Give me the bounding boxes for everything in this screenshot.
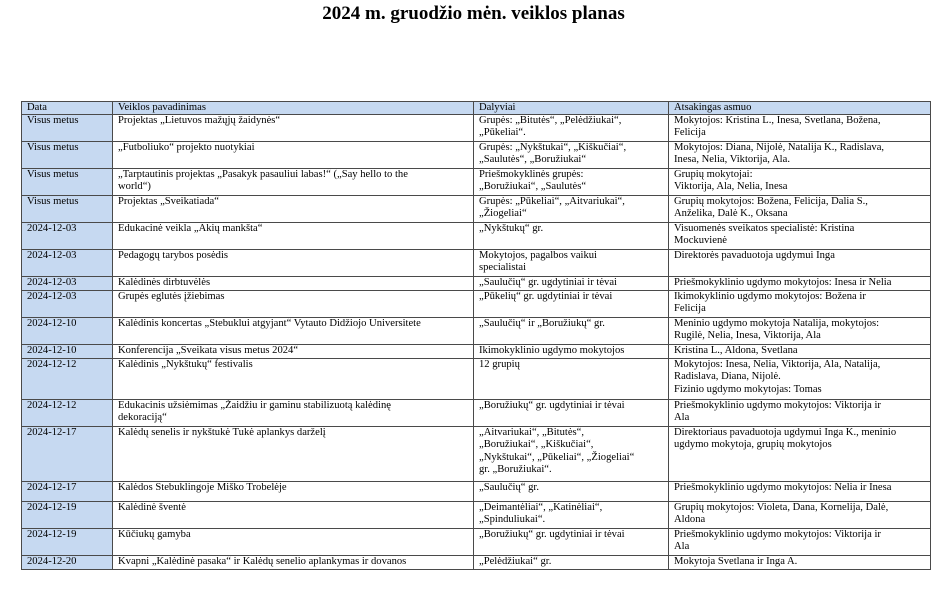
- cell-participants: [474, 529, 669, 556]
- cell-responsible-line: Mokytojos: Kristina L., Inesa, Svetlana, Božena,: [674, 115, 881, 127]
- cell-activity-line: Projektas „Lietuvos mažųjų žaidynės“: [118, 115, 281, 127]
- table-row: [22, 427, 931, 482]
- cell-activity-line: Kalėdinė šventė: [118, 502, 186, 514]
- cell-responsible: [669, 250, 931, 277]
- cell-responsible-line: Grupių mokytojos: Violeta, Dana, Kornelija, Dalė,: [674, 502, 889, 514]
- cell-date: 2024-12-20: [22, 556, 113, 570]
- cell-date: 2024-12-10: [22, 318, 113, 345]
- table-row: [22, 556, 931, 570]
- cell-activity: [113, 250, 474, 277]
- cell-responsible-line: Mokytojos: Diana, Nijolė, Natalija K., Radislava,: [674, 142, 885, 154]
- cell-activity-line: Projektas „Sveikatiada“: [118, 196, 219, 208]
- cell-participants-line: Mokytojos, pagalbos vaikui: [479, 250, 597, 262]
- cell-activity: [113, 169, 474, 196]
- cell-date: 2024-12-19: [22, 529, 113, 556]
- cell-participants: [474, 400, 669, 427]
- table-row: [22, 400, 931, 427]
- cell-participants: [474, 556, 669, 570]
- cell-participants-line: „Nykštukai“, „Pūkeliai“, „Žiogeliai“: [479, 451, 635, 463]
- cell-activity: [113, 502, 474, 529]
- cell-responsible-line: Felicija: [674, 303, 706, 315]
- activity-plan-table: [21, 101, 931, 570]
- cell-participants-line: „Pūkelių“ gr. ugdytiniai ir tėvai: [479, 291, 613, 303]
- cell-activity-line: „Tarptautinis projektas „Pasakyk pasauliui labas!“ („Say hello to the: [118, 169, 408, 181]
- header-date: Data: [22, 102, 113, 115]
- cell-responsible: [669, 400, 931, 427]
- table-row: [22, 277, 931, 291]
- cell-responsible: [669, 169, 931, 196]
- cell-responsible-line: Meninio ugdymo mokytoja Natalija, mokytojos:: [674, 318, 880, 330]
- cell-activity-line: Kalėdinis koncertas „Stebuklui atgyjant“ Vytauto Didžiojo Universitete: [118, 318, 421, 330]
- cell-responsible-line: Grupių mokytojos: Božena, Felicija, Dalia S.,: [674, 196, 868, 208]
- cell-responsible: [669, 502, 931, 529]
- cell-participants: [474, 115, 669, 142]
- cell-activity: [113, 223, 474, 250]
- cell-responsible-line: Priešmokyklinio ugdymo mokytojos: Viktorija ir: [674, 529, 881, 541]
- cell-participants-line: „Pelėdžiukai“ gr.: [479, 556, 552, 568]
- cell-participants: [474, 291, 669, 318]
- cell-participants-line: „Saulutės“, „Boružiukai“: [479, 154, 587, 166]
- cell-responsible-line: Mokytoja Svetlana ir Inga A.: [674, 556, 798, 568]
- cell-responsible-line: Kristina L., Aldona, Svetlana: [674, 345, 798, 357]
- table-row: [22, 169, 931, 196]
- cell-participants-line: „Deimantėliai“, „Katinėliai“,: [479, 502, 603, 514]
- cell-responsible-line: Fizinio ugdymo mokytojas: Tomas: [674, 383, 822, 395]
- cell-date: 2024-12-12: [22, 359, 113, 400]
- cell-responsible: [669, 482, 931, 502]
- cell-participants-line: „Aitvariukai“, „Bitutės“,: [479, 427, 585, 439]
- cell-participants: [474, 196, 669, 223]
- cell-activity-line: Kūčiukų gamyba: [118, 529, 191, 541]
- cell-activity-line: Konferencija „Sveikata visus metus 2024“: [118, 345, 299, 357]
- table-row: [22, 223, 931, 250]
- cell-responsible: [669, 115, 931, 142]
- header-responsible: Atsakingas asmuo: [669, 102, 931, 115]
- cell-responsible-line: Radislava, Diana, Nijolė.: [674, 371, 781, 383]
- table-row: [22, 115, 931, 142]
- cell-date: 2024-12-03: [22, 223, 113, 250]
- cell-responsible-line: Direktorės pavaduotoja ugdymui Inga: [674, 250, 835, 262]
- cell-responsible-line: Visuomenės sveikatos specialistė: Kristina: [674, 223, 855, 235]
- cell-participants: [474, 502, 669, 529]
- cell-participants-line: specialistai: [479, 262, 527, 274]
- cell-participants-line: „Saulučių“ ir „Boružiukų“ gr.: [479, 318, 605, 330]
- cell-activity-line: dekoraciją“: [118, 412, 167, 424]
- cell-participants-line: „Spinduliukai“.: [479, 514, 546, 526]
- cell-participants-line: „Žiogeliai“: [479, 208, 527, 220]
- cell-responsible-line: ugdymo mokytoja, grupių mokytojos: [674, 439, 832, 451]
- table-row: [22, 359, 931, 400]
- cell-activity: [113, 556, 474, 570]
- cell-responsible: [669, 556, 931, 570]
- cell-date: 2024-12-03: [22, 277, 113, 291]
- cell-activity: [113, 277, 474, 291]
- cell-activity: [113, 529, 474, 556]
- cell-activity: [113, 115, 474, 142]
- cell-date: Visus metus: [22, 115, 113, 142]
- table-row: [22, 250, 931, 277]
- cell-responsible-line: Priešmokyklinio ugdymo mokytojos: Nelia ir Inesa: [674, 482, 892, 494]
- cell-date: 2024-12-17: [22, 427, 113, 482]
- cell-participants: [474, 277, 669, 291]
- cell-participants-line: Grupės: „Nykštukai“, „Kiškučiai“,: [479, 142, 627, 154]
- cell-activity: [113, 142, 474, 169]
- cell-participants: [474, 482, 669, 502]
- table-row: [22, 345, 931, 359]
- cell-activity-line: Edukacinė veikla „Akių mankšta“: [118, 223, 263, 235]
- cell-activity: [113, 345, 474, 359]
- cell-activity-line: „Futboliuko“ projekto nuotykiai: [118, 142, 255, 154]
- cell-responsible: [669, 142, 931, 169]
- table-row: [22, 502, 931, 529]
- cell-participants-line: „Boružiukų“ gr. ugdytiniai ir tėvai: [479, 529, 625, 541]
- cell-participants: [474, 169, 669, 196]
- cell-activity: [113, 427, 474, 482]
- cell-responsible-line: Aldona: [674, 514, 706, 526]
- cell-responsible-line: Priešmokyklinio ugdymo mokytojos: Viktorija ir: [674, 400, 881, 412]
- cell-date: 2024-12-03: [22, 291, 113, 318]
- cell-activity-line: Kvapni „Kalėdinė pasaka“ ir Kalėdų senelio aplankymas ir dovanos: [118, 556, 407, 568]
- cell-participants: [474, 427, 669, 482]
- table-row: [22, 529, 931, 556]
- cell-activity-line: Kalėdos Stebuklingoje Miško Trobelėje: [118, 482, 287, 494]
- cell-participants-line: Grupės: „Bitutės“, „Pelėdžiukai“,: [479, 115, 622, 127]
- cell-responsible: [669, 196, 931, 223]
- cell-activity: [113, 359, 474, 400]
- cell-responsible-line: Viktorija, Ala, Nelia, Inesa: [674, 181, 788, 193]
- cell-responsible-line: Mokytojos: Inesa, Nelia, Viktorija, Ala, Natalija,: [674, 359, 881, 371]
- cell-activity-line: Edukacinis užsiėmimas „Žaidžiu ir gaminu stabilizuotą kalėdinę: [118, 400, 392, 412]
- cell-responsible-line: Priešmokyklinio ugdymo mokytojos: Inesa ir Nelia: [674, 277, 892, 289]
- cell-responsible: [669, 359, 931, 400]
- cell-responsible-line: Rugilė, Nelia, Inesa, Viktorija, Ala: [674, 330, 821, 342]
- cell-responsible-line: Ala: [674, 541, 690, 553]
- cell-participants-line: Ikimokyklinio ugdymo mokytojos: [479, 345, 625, 357]
- cell-responsible-line: Grupių mokytojai:: [674, 169, 753, 181]
- cell-activity: [113, 318, 474, 345]
- cell-participants-line: „Boružiukų“ gr. ugdytiniai ir tėvai: [479, 400, 625, 412]
- cell-date: 2024-12-19: [22, 502, 113, 529]
- cell-participants-line: „Saulučių“ gr.: [479, 482, 540, 494]
- cell-date: 2024-12-03: [22, 250, 113, 277]
- cell-responsible: [669, 427, 931, 482]
- cell-responsible-line: Mockuvienė: [674, 235, 727, 247]
- header-activity: Veiklos pavadinimas: [113, 102, 474, 115]
- cell-participants: [474, 345, 669, 359]
- cell-responsible-line: Felicija: [674, 127, 706, 139]
- cell-activity-line: Kalėdų senelis ir nykštukė Tukė aplankys darželį: [118, 427, 326, 439]
- cell-responsible: [669, 345, 931, 359]
- cell-participants-line: 12 grupių: [479, 359, 520, 371]
- cell-responsible: [669, 291, 931, 318]
- table-row: [22, 318, 931, 345]
- page-title: 2024 m. gruodžio mėn. veiklos planas: [322, 3, 625, 24]
- cell-activity-line: Pedagogų tarybos posėdis: [118, 250, 229, 262]
- header-participants: Dalyviai: [474, 102, 669, 115]
- cell-date: Visus metus: [22, 169, 113, 196]
- cell-participants-line: gr. „Boružiukai“.: [479, 463, 552, 475]
- table-header-row: [22, 102, 931, 115]
- cell-activity: [113, 482, 474, 502]
- cell-responsible-line: Ala: [674, 412, 690, 424]
- cell-responsible: [669, 223, 931, 250]
- cell-activity-line: Kalėdinės dirbtuvėlės: [118, 277, 211, 289]
- cell-participants-line: „Saulučių“ gr. ugdytiniai ir tėvai: [479, 277, 617, 289]
- table-row: [22, 291, 931, 318]
- cell-participants-line: „Boružiukai“, „Saulutės“: [479, 181, 587, 193]
- cell-activity-line: world“): [118, 181, 151, 193]
- table-row: [22, 482, 931, 502]
- cell-responsible-line: Anželika, Dalė K., Oksana: [674, 208, 788, 220]
- cell-participants: [474, 359, 669, 400]
- cell-participants-line: Grupės: „Pūkeliai“, „Aitvariukai“,: [479, 196, 625, 208]
- cell-responsible-line: Direktoriaus pavaduotoja ugdymui Inga K., meninio: [674, 427, 897, 439]
- cell-participants-line: „Boružiukai“, „Kiškučiai“,: [479, 439, 594, 451]
- cell-participants-line: „Pūkeliai“.: [479, 127, 526, 139]
- cell-activity: [113, 400, 474, 427]
- cell-responsible-line: Ikimokyklinio ugdymo mokytojos: Božena ir: [674, 291, 866, 303]
- cell-activity-line: Kalėdinis „Nykštukų“ festivalis: [118, 359, 253, 371]
- cell-date: 2024-12-10: [22, 345, 113, 359]
- table-body: [22, 115, 931, 570]
- cell-activity: [113, 196, 474, 223]
- cell-responsible-line: Inesa, Nelia, Viktorija, Ala.: [674, 154, 790, 166]
- cell-activity: [113, 291, 474, 318]
- cell-participants: [474, 142, 669, 169]
- cell-activity-line: Grupės eglutės įžiebimas: [118, 291, 225, 303]
- cell-participants: [474, 223, 669, 250]
- table-row: [22, 196, 931, 223]
- cell-participants-line: Priešmokyklinės grupės:: [479, 169, 584, 181]
- cell-date: 2024-12-17: [22, 482, 113, 502]
- cell-date: Visus metus: [22, 142, 113, 169]
- cell-participants: [474, 318, 669, 345]
- table-row: [22, 142, 931, 169]
- cell-participants: [474, 250, 669, 277]
- cell-participants-line: „Nykštukų“ gr.: [479, 223, 544, 235]
- cell-date: Visus metus: [22, 196, 113, 223]
- cell-responsible: [669, 277, 931, 291]
- cell-responsible: [669, 318, 931, 345]
- cell-responsible: [669, 529, 931, 556]
- cell-date: 2024-12-12: [22, 400, 113, 427]
